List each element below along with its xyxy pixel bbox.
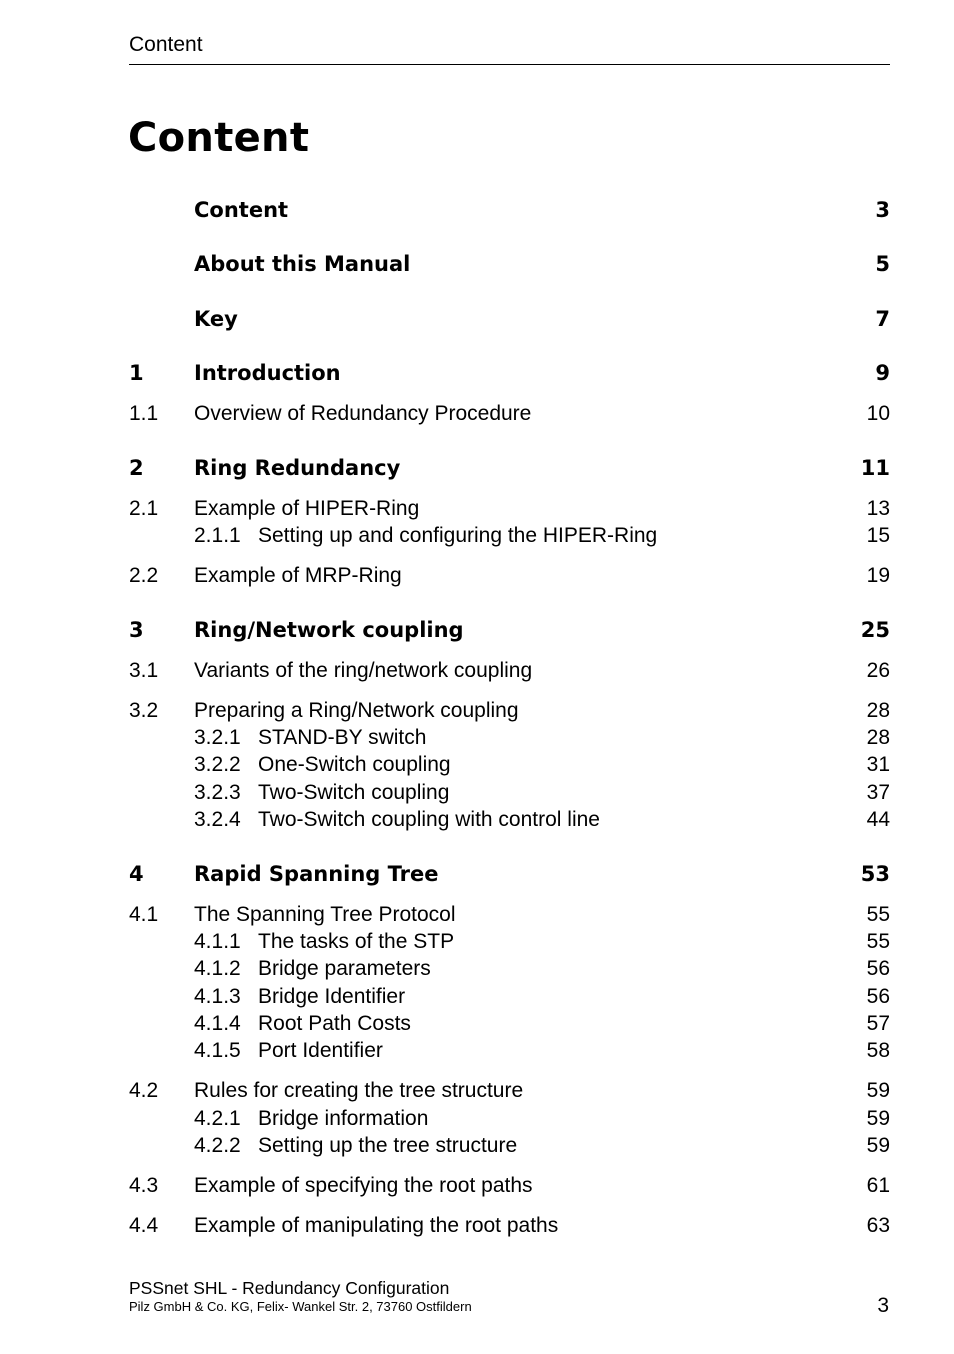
toc-entry[interactable] <box>129 1105 890 1133</box>
toc-entry[interactable] <box>129 806 890 834</box>
toc-entry-title: Example of MRP-Ring <box>194 564 402 587</box>
toc-entry-title: Port Identifier <box>258 1039 383 1062</box>
toc-entry-page: 28 <box>866 699 890 722</box>
toc-entry[interactable] <box>129 901 890 929</box>
toc-entry[interactable] <box>129 1172 890 1200</box>
toc-entry-title: Two-Switch coupling <box>258 781 450 804</box>
toc-entry-page: 19 <box>866 564 890 587</box>
toc-entry-number: 2.1 <box>129 497 159 520</box>
toc-entry-title: Content <box>194 198 289 222</box>
toc-entry[interactable] <box>129 1010 890 1038</box>
toc-entry-number: 4.1.3 <box>194 985 241 1008</box>
toc-entry-number: 2.1.1 <box>194 524 241 547</box>
toc-entry-page: 58 <box>866 1039 890 1062</box>
toc-entry-number: 4.2 <box>129 1079 159 1102</box>
toc-entry[interactable] <box>129 495 890 523</box>
toc-entry-number: 3.2.4 <box>194 808 241 831</box>
toc-entry-number: 3.2.3 <box>194 781 241 804</box>
toc-entry[interactable] <box>129 196 890 224</box>
toc-entry-page: 44 <box>866 808 890 831</box>
toc-entry-page: 55 <box>866 903 890 926</box>
toc-entry-title: Example of HIPER-Ring <box>194 497 420 520</box>
running-header: Content <box>129 33 203 56</box>
toc-entry-number: 4.2.1 <box>194 1107 241 1130</box>
toc-entry-number: 2 <box>129 456 144 480</box>
toc-entry-page: 7 <box>875 307 890 331</box>
toc-entry-title: Key <box>194 307 238 331</box>
toc-entry-page: 53 <box>860 862 890 886</box>
toc-entry[interactable] <box>129 400 890 428</box>
toc-entry-number: 4.4 <box>129 1214 159 1237</box>
toc-entry-page: 10 <box>866 402 890 425</box>
page-title: Content <box>128 115 310 161</box>
toc-entry-number: 3.2.1 <box>194 726 241 749</box>
toc-entry-page: 26 <box>866 659 890 682</box>
toc-entry-title: Introduction <box>194 361 341 385</box>
toc-entry[interactable] <box>129 359 890 387</box>
toc-entry-page: 59 <box>866 1107 890 1130</box>
toc-entry[interactable] <box>129 1077 890 1105</box>
toc-entry-title: Ring Redundancy <box>194 456 401 480</box>
toc-entry-title: About this Manual <box>194 252 411 276</box>
toc-entry-page: 25 <box>860 618 890 642</box>
toc-entry[interactable] <box>129 522 890 550</box>
toc-entry-title: Setting up the tree structure <box>258 1134 518 1157</box>
toc-entry-title: Two-Switch coupling with control line <box>258 808 600 831</box>
toc-entry-page: 56 <box>866 985 890 1008</box>
toc-entry-number: 3 <box>129 618 144 642</box>
toc-entry[interactable] <box>129 983 890 1011</box>
toc-entry[interactable] <box>129 1212 890 1240</box>
toc-entry-number: 4.1.5 <box>194 1039 241 1062</box>
toc-entry-title: Preparing a Ring/Network coupling <box>194 699 519 722</box>
toc-entry[interactable] <box>129 751 890 779</box>
toc-entry-page: 59 <box>866 1079 890 1102</box>
toc-entry-page: 37 <box>866 781 890 804</box>
toc-entry-number: 3.2 <box>129 699 159 722</box>
toc-entry[interactable] <box>129 616 890 644</box>
footer-page-number: 3 <box>877 1294 889 1317</box>
toc-entry-page: 56 <box>866 957 890 980</box>
toc-entry-title: Example of specifying the root paths <box>194 1174 533 1197</box>
toc-entry[interactable] <box>129 562 890 590</box>
toc-entry-page: 55 <box>866 930 890 953</box>
toc-entry-page: 13 <box>866 497 890 520</box>
toc-entry-number: 4.1.2 <box>194 957 241 980</box>
toc-entry-title: Overview of Redundancy Procedure <box>194 402 532 425</box>
toc-entry[interactable] <box>129 1037 890 1065</box>
toc-entry-title: Bridge information <box>258 1107 429 1130</box>
toc-entry-title: Bridge Identifier <box>258 985 406 1008</box>
toc-entry-title: Setting up and configuring the HIPER-Ring <box>258 524 658 547</box>
toc-entry-title: Root Path Costs <box>258 1012 411 1035</box>
toc-entry-title: One-Switch coupling <box>258 753 451 776</box>
toc-entry-title: Variants of the ring/network coupling <box>194 659 533 682</box>
toc-entry-number: 4.1.4 <box>194 1012 241 1035</box>
toc-entry-number: 3.1 <box>129 659 159 682</box>
toc-entry[interactable] <box>129 250 890 278</box>
toc-entry[interactable] <box>129 928 890 956</box>
toc-entry-title: Rules for creating the tree structure <box>194 1079 524 1102</box>
toc-entry-number: 4.2.2 <box>194 1134 241 1157</box>
toc-entry[interactable] <box>129 657 890 685</box>
toc-entry-page: 9 <box>875 361 890 385</box>
header-divider <box>129 64 890 65</box>
toc-entry-number: 1 <box>129 361 144 385</box>
toc-entry-number: 4 <box>129 862 144 886</box>
toc-entry-title: The Spanning Tree Protocol <box>194 903 456 926</box>
toc-entry-title: STAND-BY switch <box>258 726 427 749</box>
toc-entry-number: 3.2.2 <box>194 753 241 776</box>
toc-entry-number: 4.1.1 <box>194 930 241 953</box>
toc-entry-title: Rapid Spanning Tree <box>194 862 439 886</box>
toc-entry-page: 63 <box>866 1214 890 1237</box>
toc-entry[interactable] <box>129 454 890 482</box>
toc-entry-number: 4.1 <box>129 903 159 926</box>
toc-entry-title: Bridge parameters <box>258 957 431 980</box>
toc-entry-number: 1.1 <box>129 402 159 425</box>
footer-document-title: PSSnet SHL - Redundancy Configuration <box>129 1278 450 1298</box>
toc-entry-page: 11 <box>860 456 890 480</box>
toc-entry-number: 4.3 <box>129 1174 159 1197</box>
toc-entry-page: 31 <box>866 753 890 776</box>
toc-entry-page: 28 <box>866 726 890 749</box>
toc-entry[interactable] <box>129 955 890 983</box>
toc-entry-number: 2.2 <box>129 564 159 587</box>
toc-entry[interactable] <box>129 697 890 725</box>
footer-address: Pilz GmbH & Co. KG, Felix- Wankel Str. 2, 73760 Ostfildern <box>129 1299 472 1314</box>
toc-entry-page: 3 <box>875 198 890 222</box>
toc-entry[interactable] <box>129 724 890 752</box>
toc-entry-page: 5 <box>875 252 890 276</box>
toc-entry[interactable] <box>129 305 890 333</box>
toc-entry[interactable] <box>129 1132 890 1160</box>
toc-entry-page: 61 <box>866 1174 890 1197</box>
toc-entry[interactable] <box>129 860 890 888</box>
toc-entry-title: The tasks of the STP <box>258 930 455 953</box>
toc-entry-page: 15 <box>866 524 890 547</box>
toc-entry-title: Example of manipulating the root paths <box>194 1214 559 1237</box>
toc-entry-page: 59 <box>866 1134 890 1157</box>
toc-entry-page: 57 <box>866 1012 890 1035</box>
toc-entry-title: Ring/Network coupling <box>194 618 464 642</box>
toc-entry[interactable] <box>129 779 890 807</box>
